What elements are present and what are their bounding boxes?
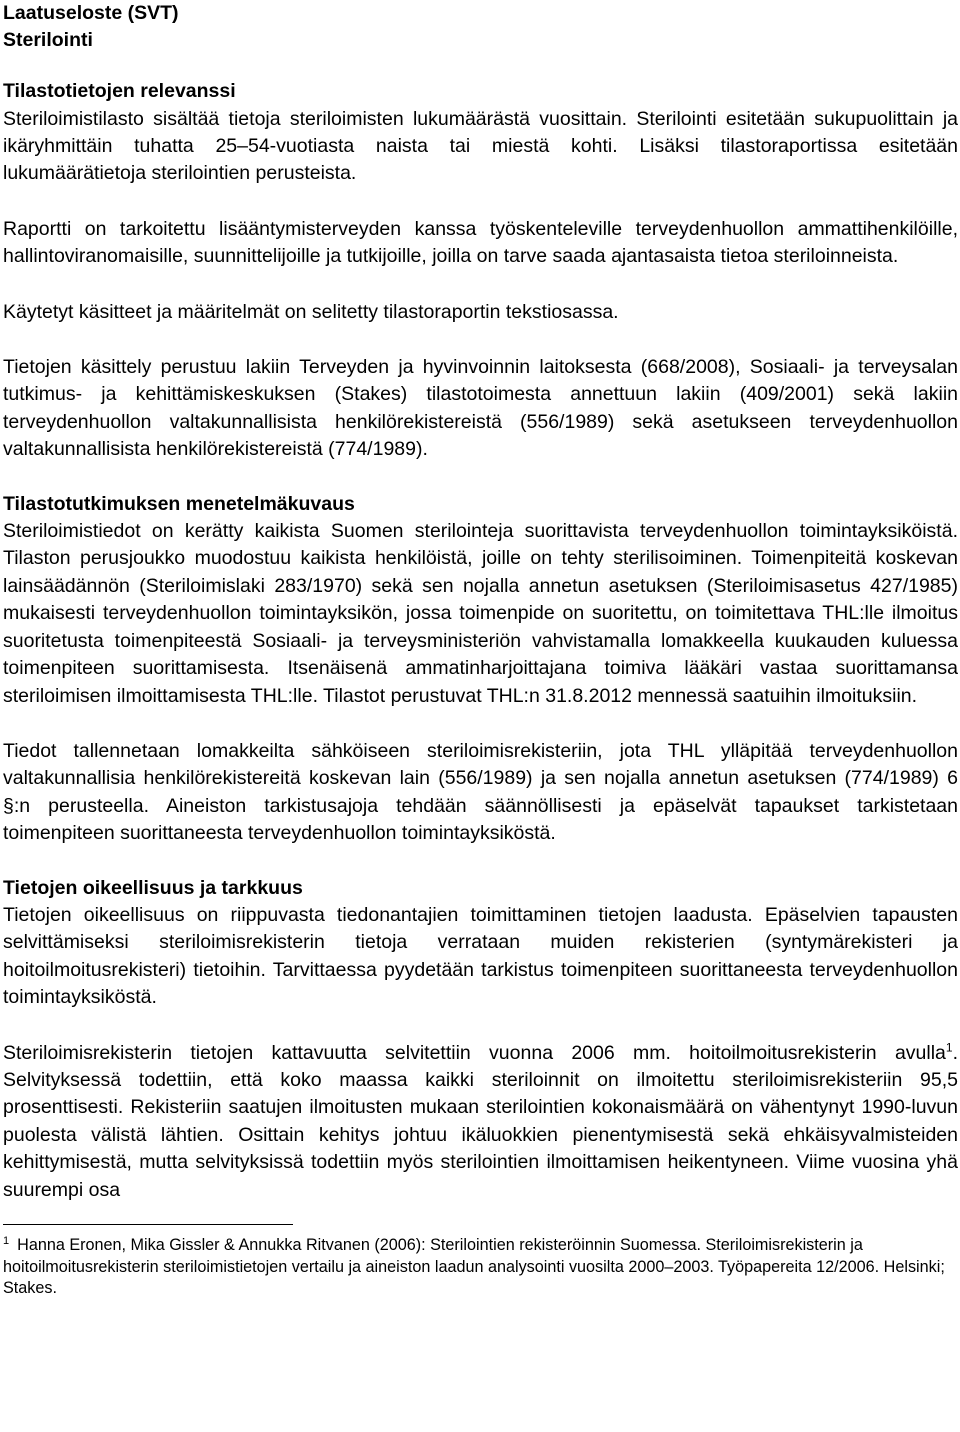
section-heading-relevanssi: Tilastotietojen relevanssi: [3, 80, 236, 102]
paragraph: Tiedot tallennetaan lomakkeilta sähköiseen steriloimisrekisteriin, jota THL ylläpitää terveydenhuollon valtakunnallisia henkilörekistereitä koskevan lain (556/1989) ja sen nojalla annetun asetuksen (774/1989) 6 §:n perusteella. Aineiston tarkistusajoja tehdään säännöllisesti ja epäselvät tapaukset tarkistetaan toimenpiteen suorittaneesta terveydenhuollon toimintayksiköstä.: [3, 739, 958, 845]
footnote-text: Hanna Eronen, Mika Gissler & Annukka Ritvanen (2006): Sterilointien rekisteröinnin Suomessa. Steriloimisrekisterin ja hoitoilmoitusrekisterin steriloimistietojen vertailu ja aineiston laadun analysointi vuosilta 2000–2003. Työpapereita 12/2006. Helsinki; Stakes.: [3, 1236, 945, 1298]
paragraph: Raportti on tarkoitettu lisääntymisterveyden kanssa työskenteleville terveydenhuollon ammattihenkilöille, hallintoviranomaisille, suunnittelijoille ja tutkijoille, joilla on tarve saada ajantasaista tietoa steriloinneista.: [3, 217, 958, 268]
document-title: Laatuseloste (SVT): [3, 2, 179, 24]
paragraph: Steriloimistiedot on kerätty kaikista Suomen sterilointeja suorittavista terveydenhuollon toimintayksiköistä. Tilaston perusjoukko muodostuu kaikista henkilöistä, joille on tehty sterilisoiminen. Toimenpiteitä koskevan lainsäädännön (Steriloimislaki 283/1970) sekä sen nojalla annetun asetuksen (Steriloimisasetus 427/1985) mukaisesti terveydenhuollon toimintayksikön, jossa toimenpide on suoritettu, on toimitettava THL:lle ilmoitus suoritetusta toimenpiteestä Sosiaali- ja terveysministeriön vahvistamalla lomakkeella kuukauden kuluessa toimenpiteen suorittamisesta. Itsenäisenä ammatinharjoittajana toimiva lääkäri vastaa suorittamansa steriloimisen ilmoittamisesta THL:lle. Tilastot perustuvat THL:n 31.8.2012 mennessä saatuihin ilmoituksiin.: [3, 520, 958, 707]
paragraph-text: . Selvityksessä todettiin, että koko maassa kaikki steriloinnit on ilmoitettu steriloimisrekisteriin 95,5 prosenttisesti. Rekisteriin saatujen ilmoitusten mukaan sterilointien kokonaismäärä on vähentynyt 1990-luvun puolesta välistä lähtien. Osittain kehitys johtuu ikäluokkien pienentymisestä sekä ehkäisyvalmisteiden kehittymisestä, mutta selvityksissä todettiin myös sterilointien ilmoittamisen heikentyneen. Viime vuosina yhä suurempi osa: [3, 1041, 958, 1201]
section-heading-oikeellisuus: Tietojen oikeellisuus ja tarkkuus: [3, 876, 303, 899]
paragraph: Steriloimistilasto sisältää tietoja steriloimisten lukumäärästä vuosittain. Sterilointi esitetään sukupuolittain ja ikäryhmittäin tuhatta 25–54-vuotiasta naista tai miestä kohti. Lisäksi tilastoraportissa esitetään lukumäärätietoja sterilointien perusteista.: [3, 107, 958, 185]
document-subtitle: Sterilointi: [3, 29, 93, 51]
footnote: [3, 1231, 958, 1300]
footnote-reference[interactable]: 1: [945, 1040, 953, 1055]
paragraph-with-footnote: [3, 1040, 958, 1204]
paragraph: Käytetyt käsitteet ja määritelmät on selitetty tilastoraportin tekstiosassa.: [3, 300, 619, 323]
paragraph: Tietojen oikeellisuus on riippuvasta tiedonantajien toimittaminen tietojen laadusta. Epäselvien tapausten selvittämiseksi steriloimisrekisterin tietoja verrataan muiden rekisterien (syntymärekisteri ja hoitoilmoitusrekisteri) tietoihin. Tarvittaessa pyydetään tarkistus toimenpiteen suorittaneesta terveydenhuollon toimintayksiköstä.: [3, 904, 958, 1009]
paragraph: Tietojen käsittely perustuu lakiin Terveyden ja hyvinvoinnin laitoksesta (668/2008), Sosiaali- ja terveysalan tutkimus- ja kehittämiskeskuksen (Stakes) tilastotoimesta annettuun lakiin (409/2001) sekä lakiin terveydenhuollon valtakunnallisista henkilörekistereistä (556/1989) sekä asetukseen terveydenhuollon valtakunnallisista henkilörekistereistä (774/1989).: [3, 355, 958, 461]
section-heading-menetelma: Tilastotutkimuksen menetelmäkuvaus: [3, 492, 355, 515]
paragraph-text: Steriloimisrekisterin tietojen kattavuutta selvitettiin vuonna 2006 mm. hoitoilmoitusrekisterin avulla: [3, 1041, 946, 1064]
footnote-separator: [3, 1224, 293, 1225]
document-page: [3, 0, 958, 1300]
footnote-marker: 1: [3, 1234, 10, 1247]
